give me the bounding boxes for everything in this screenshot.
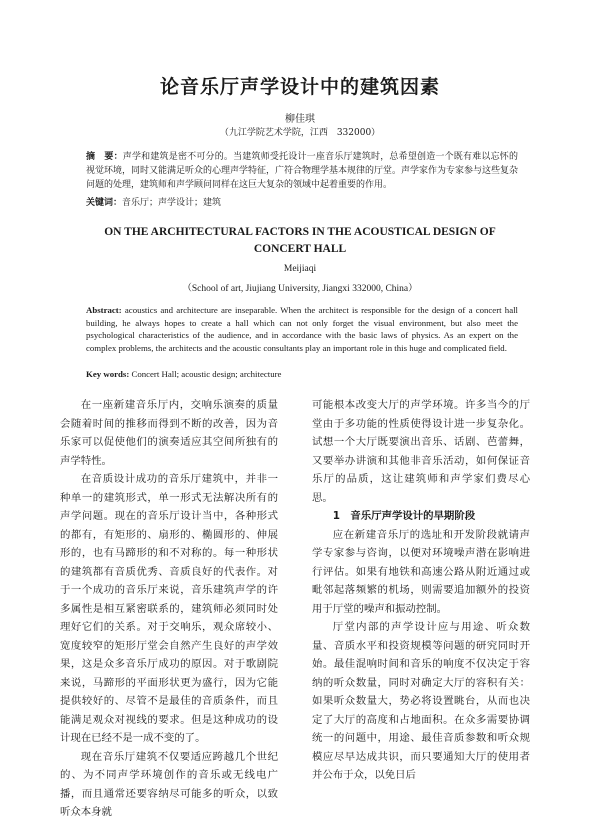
keywords-en-label: Key words: [86,369,130,379]
abstract-cn-text: 声学和建筑是密不可分的。当建筑师受托设计一座音乐厅建筑时，总希望创造一个既有难以忘怀的视觉环境，同时又能满足听众的心理声学特征，广符合物理学基本规律的厅堂。声学家作为专家参与这些复杂问题的处理，建筑师和声学顾问同样在这巨大复杂的领域中起着重要的作用。 [86,152,519,190]
keywords-cn-label: 关键词： [86,198,123,208]
affiliation-en: （School of art, Jiujiang University, Jiangxi 332000, China） [182,284,418,294]
section-heading-1: 1 音乐厅声学设计的早期阶段 [332,510,476,522]
author-name-en: Meijiaqi [283,264,317,274]
body-column-left [60,396,278,822]
abstract-en-text: acoustics and architecture are inseparable. When the architect is responsible for the design of a concert hall building, he always hopes to create a hall which can not only forget the visual environment, but also meet the psychological characteristics of the audience, and in accordance with the basic laws of physics. As an expert on the complex problems, the architects and the acoustic consultants play an important role in this huge and complicated field. [86,305,518,353]
paper-title-en: ON THE ARCHITECTURAL FACTORS IN THE ACOUSTICAL DESIGN OF CONCERT HALL [104,226,496,255]
keywords-cn-text: 音乐厅；声学设计；建筑 [122,198,222,208]
body-paragraph: 应在新建音乐厅的选址和开发阶段就请声学专家参与咨询，以便对环境噪声潜在影响进行评估。如果有地铁和高速公路从附近通过或毗邻起落频繁的机场，则需要追加额外的投资用于厅堂的噪声和振动控制。 [312,528,530,615]
abstract-en [86,304,518,354]
keywords-cn [86,196,518,210]
abstract-cn [86,150,518,192]
keywords-en [86,368,518,380]
body-paragraph: 在一座新建音乐厅内，交响乐演奏的质量会随着时间的推移而得到不断的改善，因为音乐家可以促使他们的演奏适应其空间所独有的声学特性。 [60,399,278,467]
body-paragraph: 现在音乐厅建筑不仅要适应跨越几个世纪的、为不同声学环境创作的音乐或无线电广播，而且通常还要容纳尽可能多的听众，以致听众本身就 [60,750,278,818]
abstract-cn-label: 摘 要： [86,152,123,162]
body-paragraph: 在音质设计成功的音乐厅建筑中，并非一种单一的建筑形式，单一形式无法解决所有的声学问题。现在的音乐厅设计当中，各种形式的都有，有矩形的、扇形的、椭圆形的、伸展形的，也有马蹄形的和不对称的。每一种形状的建筑都有音质优秀、音质良好的代表作。对于一个成功的音乐厅来说，音乐建筑声学的许多属性是相互紧密联系的，建筑师必须同时处理好它们的关系。对于交响乐，观众席较小、宽度较窄的矩形厅堂会自然产生良好的声学效果，这是众多音乐厅成功的原因。对于歌剧院来说，马蹄形的平面形状更为盛行，因为它能提供较好的、尽管不是最佳的音质条件，而且能满足观众对视线的要求。但是这种成功的设计现在已经不是一成不变的了。 [60,473,278,744]
body-paragraph: 厅堂内部的声学设计应与用途、听众数量、音质水平和投资规模等问题的研究同时开始。最佳混响时间和音乐的响度不仅决定于容纳的听众数量，同时对确定大厅的容积有关：如果听众数量大，势必将设置眺台，从而也决定了大厅的高度和占地面积。在众多需要协调统一的问题中，用途、最佳音质参数和听众规模应尽早达成共识，而只要通知大厅的使用者并公布于众，以免日后 [312,621,530,781]
body-column-right [312,396,530,785]
author-name-cn: 柳佳琪 [285,114,315,125]
affiliation-cn: （九江学院艺术学院，江西 332000） [219,128,381,138]
keywords-en-text: Concert Hall; acoustic design; architecture [129,369,282,379]
paper-title-cn: 论音乐厅声学设计中的建筑因素 [159,76,440,98]
body-paragraph: 可能根本改变大厅的声学环境。许多当今的厅堂由于多功能的性质使得设计进一步复杂化。试想一个大厅既要演出音乐、话剧、芭蕾舞，又要举办讲演和其他非音乐活动，如何保证音乐厅的品质，这让建筑师和声学家们费尽心思。 [312,399,530,504]
abstract-en-label: Abstract: [86,305,122,315]
